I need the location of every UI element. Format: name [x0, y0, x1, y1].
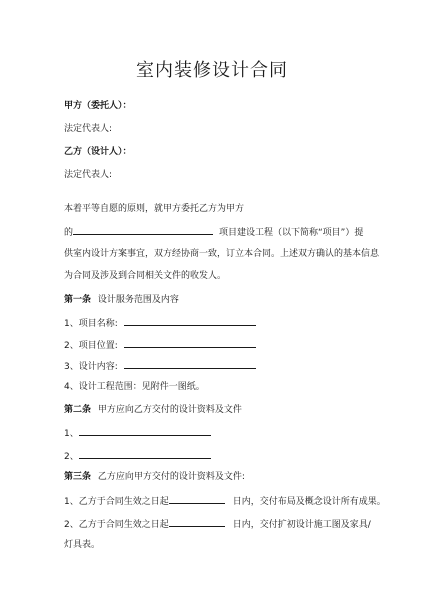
article-1-item-2: [64, 338, 256, 352]
article-2-item-1-field[interactable]: [79, 426, 211, 436]
article-3-item-2-prefix: 2、乙方于合同生效之日起: [64, 520, 169, 530]
intro-line-4: 为合同及涉及到合同相关文件的收发人。: [64, 271, 227, 281]
article-1-item-4: 4、设计工程范围：见附件一图纸。: [64, 382, 205, 392]
design-content-field[interactable]: [124, 359, 256, 369]
article-2-item-2: [64, 449, 211, 463]
article-1-item-2-label: 2、项目位置:: [64, 341, 118, 351]
intro-line-2: [64, 225, 363, 239]
article-3-item-1: [64, 494, 386, 508]
article-2-item-1-label: 1、: [64, 429, 79, 439]
article-1-item-3: [64, 359, 256, 373]
article-3-heading: [64, 471, 245, 483]
article-3-item-1-prefix: 1、乙方于合同生效之日起: [64, 497, 169, 507]
article-3-item-2-continuation: 灯具表。: [64, 540, 101, 550]
party-a-representative: 法定代表人:: [64, 124, 113, 134]
article-1-number: 第一条: [64, 295, 92, 305]
article-2-heading: [64, 404, 242, 416]
article-3-number: 第三条: [64, 472, 92, 482]
article-3-item-1-days-field[interactable]: [169, 494, 225, 504]
article-1-item-1-label: 1、项目名称:: [64, 319, 118, 329]
intro-line-1: 本着平等自愿的原则，就甲方委托乙方为甲方: [64, 204, 245, 214]
article-2-item-2-label: 2、: [64, 452, 79, 462]
party-a-label: 甲方（委托人）：: [64, 101, 132, 111]
article-3-title: 乙方应向甲方交付的设计资料及文件:: [97, 472, 245, 482]
party-b-representative: 法定代表人:: [64, 170, 113, 180]
intro-line-3: 供室内设计方案事宜，双方经协商一致，订立本合同。上述双方确认的基本信息: [64, 249, 380, 259]
article-1-item-1: [64, 316, 256, 330]
intro-line-2-prefix: 的: [64, 228, 74, 238]
article-1-title: 设计服务范围及内容: [97, 295, 179, 305]
article-2-number: 第二条: [64, 405, 92, 415]
document-title: 室内装修设计合同: [136, 60, 288, 81]
article-1-item-3-label: 3、设计内容:: [64, 362, 118, 372]
project-name-blank[interactable]: [73, 225, 213, 235]
article-3-item-2: [64, 517, 371, 531]
intro-line-2-suffix: 项目建设工程（以下简称“项目”）提: [219, 228, 364, 238]
article-1-heading: [64, 294, 179, 306]
article-2-item-2-field[interactable]: [79, 449, 211, 459]
article-3-item-2-suffix: 日内，交付扩初设计施工图及家具/: [232, 520, 371, 530]
project-location-field[interactable]: [124, 338, 256, 348]
article-2-item-1: [64, 426, 211, 440]
article-3-item-1-suffix: 日内，交付布局及概念设计所有成果。: [232, 497, 386, 507]
party-b-label: 乙方（设计人）：: [64, 147, 132, 157]
project-name-field[interactable]: [124, 316, 256, 326]
article-3-item-2-days-field[interactable]: [169, 517, 225, 527]
article-2-title: 甲方应向乙方交付的设计资料及文件: [97, 405, 242, 415]
